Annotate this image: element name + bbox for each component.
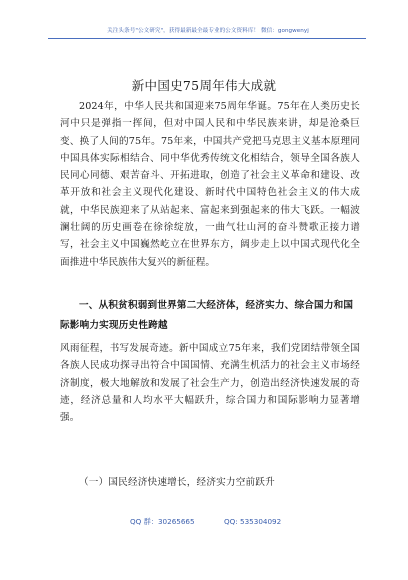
header-divider <box>48 38 366 39</box>
document-title: 新中国史75周年伟大成就 <box>131 78 277 93</box>
section-heading: 一、从积贫积弱到世界第二大经济体，经济实力、综合国力和国际影响力实现历史性跨越 <box>60 300 354 331</box>
footer-qq[interactable]: QQ: 535304092 <box>224 517 282 526</box>
footer-qq-group[interactable]: QQ 群：30265665 <box>130 517 195 526</box>
header-banner[interactable]: 关注头条号"公文研究"，获得最新最全最专业的公文资料库！ 微信：gongwenyj <box>107 28 309 34</box>
intro-paragraph: 2024年，中华人民共和国迎来75周年华诞。75年在人类历史长河中只是弹指一挥间，但对中国人民和中华民族来讲，却是沧桑巨变、换了人间的75年。75年来，中国共产党把马克思主义基本原理同中国具体实际相结合、同中华优秀传统文化相结合，领导全国各族人民同心同德、艰苦奋斗、开拓进取，创造了社会主义革命和建设、改革开放和社会主义现代化建设、新时代中国特色社会主义的伟大成就，中华民族迎来了从站起来、富起来到强起来的伟大飞跃。一幅波澜壮阔的历史画卷在徐徐绽放，一曲气壮山河的奋斗赞歌正接力谱写，社会主义中国巍然屹立在世界东方，阔步走上以中国式现代化全面推进中华民族伟大复兴的新征程。 <box>60 101 360 268</box>
sub-heading: （一）国民经济快速增长，经济实力空前跃升 <box>79 477 275 488</box>
section-paragraph: 风雨征程，书写发展奇迹。新中国成立75年来，我们党团结带领全国各族人民成功探寻出符合中国国情、充满生机活力的社会主义市场经济制度，极大地解放和发展了社会生产力，创造出经济快速发展的奇迹，经济总量和人均水平大幅跃升，综合国力和国际影响力显著增强。 <box>60 343 360 424</box>
